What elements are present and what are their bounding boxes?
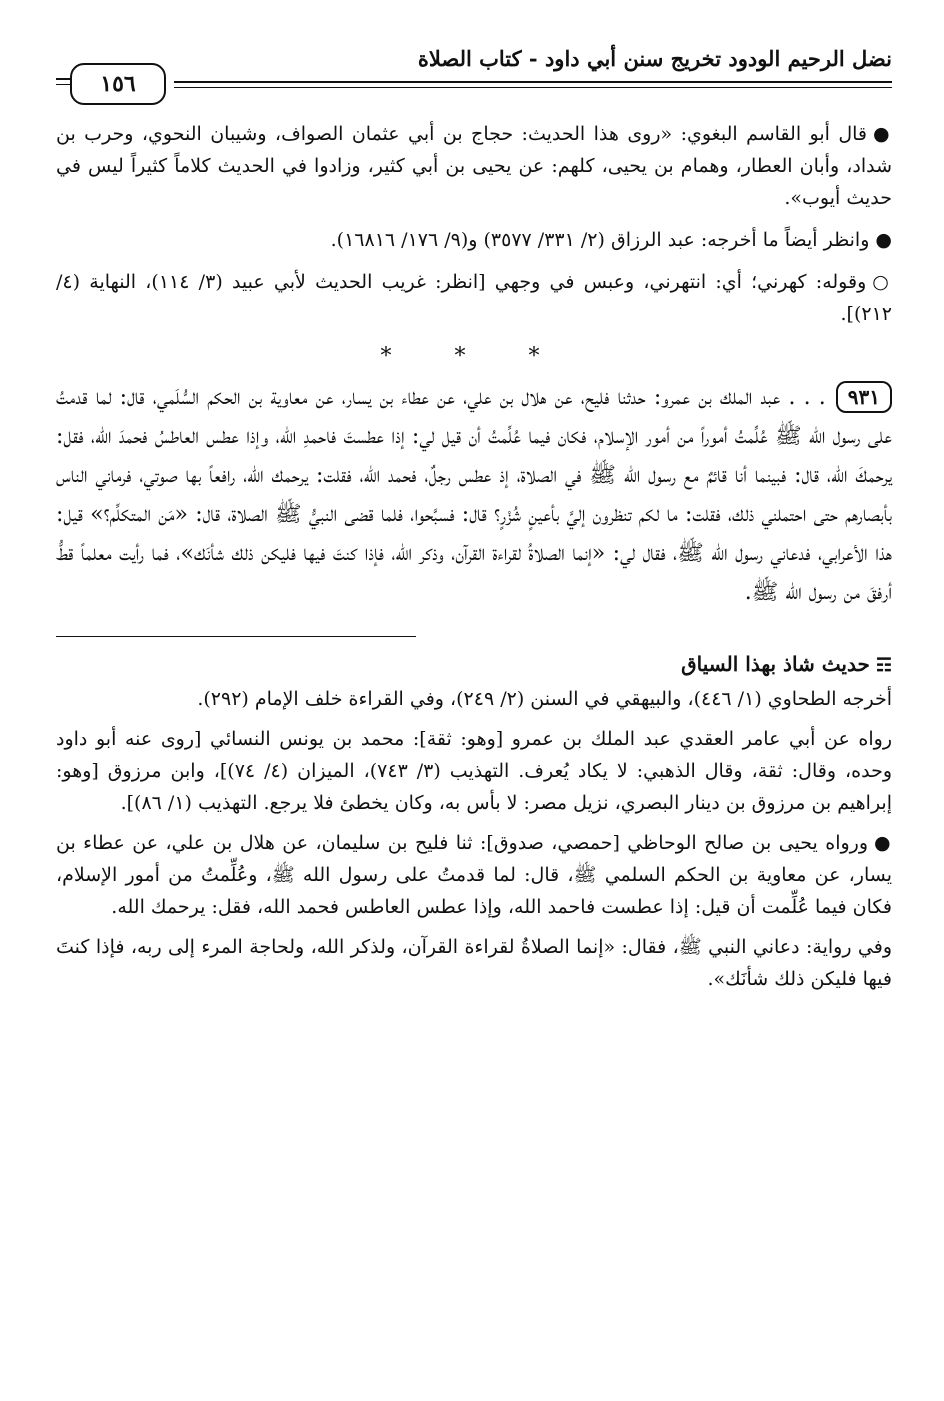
footnote-text: وفي رواية: دعاني النبي ﷺ، فقال: «إنما الصلاةُ لقراءة القرآن، ولذكر الله، ولحاجة المرء إلى ربه، فإذا كنتَ فيها فليكن ذلك شأنَك». — [56, 936, 892, 990]
footnote-text: رواه عن أبي عامر العقدي عبد الملك بن عمرو [وهو: ثقة]: محمد بن يونس النسائي [روى عنه أبو داود وحده، وقال: ثقة، وقال الذهبي: لا يكاد يُعرف. التهذيب (٣/ ٧٤٣)، الميزان (٤/ ٧٤)]، وابن مرزوق [وهو: إبراهيم بن مرزوق بن دينار البصري، نزيل مصر: لا بأس به، وكان يخطئ فلا يرجع. التهذيب (١/ ٨٦)]. — [56, 728, 892, 814]
footnote-paragraph — [56, 683, 892, 715]
hadith-text: . . . عبد الملك بن عمرو: حدثنا فليح، عن هلال بن علي، عن عطاء بن يسار، عن معاوية بن الحكم السُّلَمي، قال: لما قدمتُ على رسول الله ﷺ عُلِّمتُ أموراً من أمور الإسلام، فكان فيما عُلِّمتُ أن قيل لي: إذا عطستَ فاحمدِ الله، وإذا عطس العاطسُ فحمدَ الله، فقل: يرحمكَ الله، قال: فبينما أنا قائمٌ مع رسول الله ﷺ في الصلاة، إذ عطس رجلٌ، فحمد الله، فقلت: يرحمك الله، رافعاً بها صوتي، فرماني الناس بأبصارهم حتى احتملني ذلك، فقلت: ما لكم تنظرون إليَّ بأعينٍ شُزْرٍ؟ قال: فسبَّحوا، فلما قضى النبيُّ ﷺ الصلاة، قال: «مَن المتكلِّم؟» قيل: هذا الأعرابي، فدعاني رسول الله ﷺ، فقال لي: «إنما الصلاةُ لقراءة القرآن، وذكر الله، فإذا كنتَ فيها فليكن ذلك شأنَك»، فما رأيت معلماً قطُّ أرفقَ من رسول الله ﷺ. — [56, 385, 892, 605]
footnote-paragraph — [56, 723, 892, 819]
section-heading — [56, 647, 892, 683]
running-title: نضل الرحيم الودود تخريج سنن أبي داود - كتاب الصلاة — [417, 46, 892, 71]
section-separator: * * * — [380, 344, 568, 369]
book-icon: ☶ — [875, 655, 892, 676]
header-rule — [174, 81, 892, 83]
badge-rule-thin — [56, 84, 70, 85]
badge-rule — [56, 78, 70, 80]
page-number: ١٥٦ — [70, 63, 166, 105]
hadith-number: ٩٣١ — [836, 381, 892, 413]
bullet-icon: ● — [874, 832, 892, 854]
footnote-divider — [56, 636, 416, 637]
page-content — [56, 118, 892, 1003]
note-paragraph — [56, 118, 892, 214]
section-heading-text: حديث شاذ بهذا السياق — [681, 652, 870, 676]
bullet-icon: ● — [873, 123, 892, 145]
footnote-text: ورواه يحيى بن صالح الوحاظي [حمصي، صدوق]: ثنا فليح بن سليمان، عن هلال بن علي، عن عطاء بن يسار، عن معاوية بن الحكم السلمي ﷺ، قال: لما قدمتُ على رسول الله ﷺ، وعُلِّمتُ من أمور الإسلام، فكان فيما عُلِّمت أن قيل: إذا عطست فاحمد الله، وإذا عطس العاطس فحمد الله، فقل: يرحمك الله. — [56, 832, 892, 918]
footnote-paragraph — [56, 931, 892, 995]
footnote-text: أخرجه الطحاوي (١/ ٤٤٦)، والبيهقي في السنن (٢/ ٢٤٩)، وفي القراءة خلف الإمام (٢٩٢). — [197, 688, 892, 710]
note-paragraph — [56, 224, 892, 256]
bullet-icon: ● — [875, 229, 892, 251]
page-header — [56, 40, 892, 98]
hadith-paragraph — [56, 378, 892, 612]
circle-bullet-icon: ○ — [872, 271, 893, 293]
note-paragraph — [56, 266, 892, 330]
book-page — [56, 40, 892, 1370]
footnote-paragraph — [56, 827, 892, 923]
note-text: وانظر أيضاً ما أخرجه: عبد الرزاق (٢/ ٣٣١/ ٣٥٧٧) و(٩/ ١٧٦/ ١٦٨١٦). — [330, 229, 870, 251]
note-text: وقوله: كهرني؛ أي: انتهرني، وعبس في وجهي [انظر: غريب الحديث لأبي عبيد (٣/ ١١٤)، النهاية (٤/ ٢١٢)]. — [56, 271, 892, 325]
header-rule-thin — [174, 87, 892, 88]
note-text: قال أبو القاسم البغوي: «روى هذا الحديث: حجاج بن أبي عثمان الصواف، وشيبان النحوي، وحرب بن شداد، وأبان العطار، وهمام بن يحيى، كلهم: عن يحيى بن أبي كثير، وزادوا في الحديث كلاماً كثيراً ليس في حديث أيوب». — [56, 123, 892, 209]
